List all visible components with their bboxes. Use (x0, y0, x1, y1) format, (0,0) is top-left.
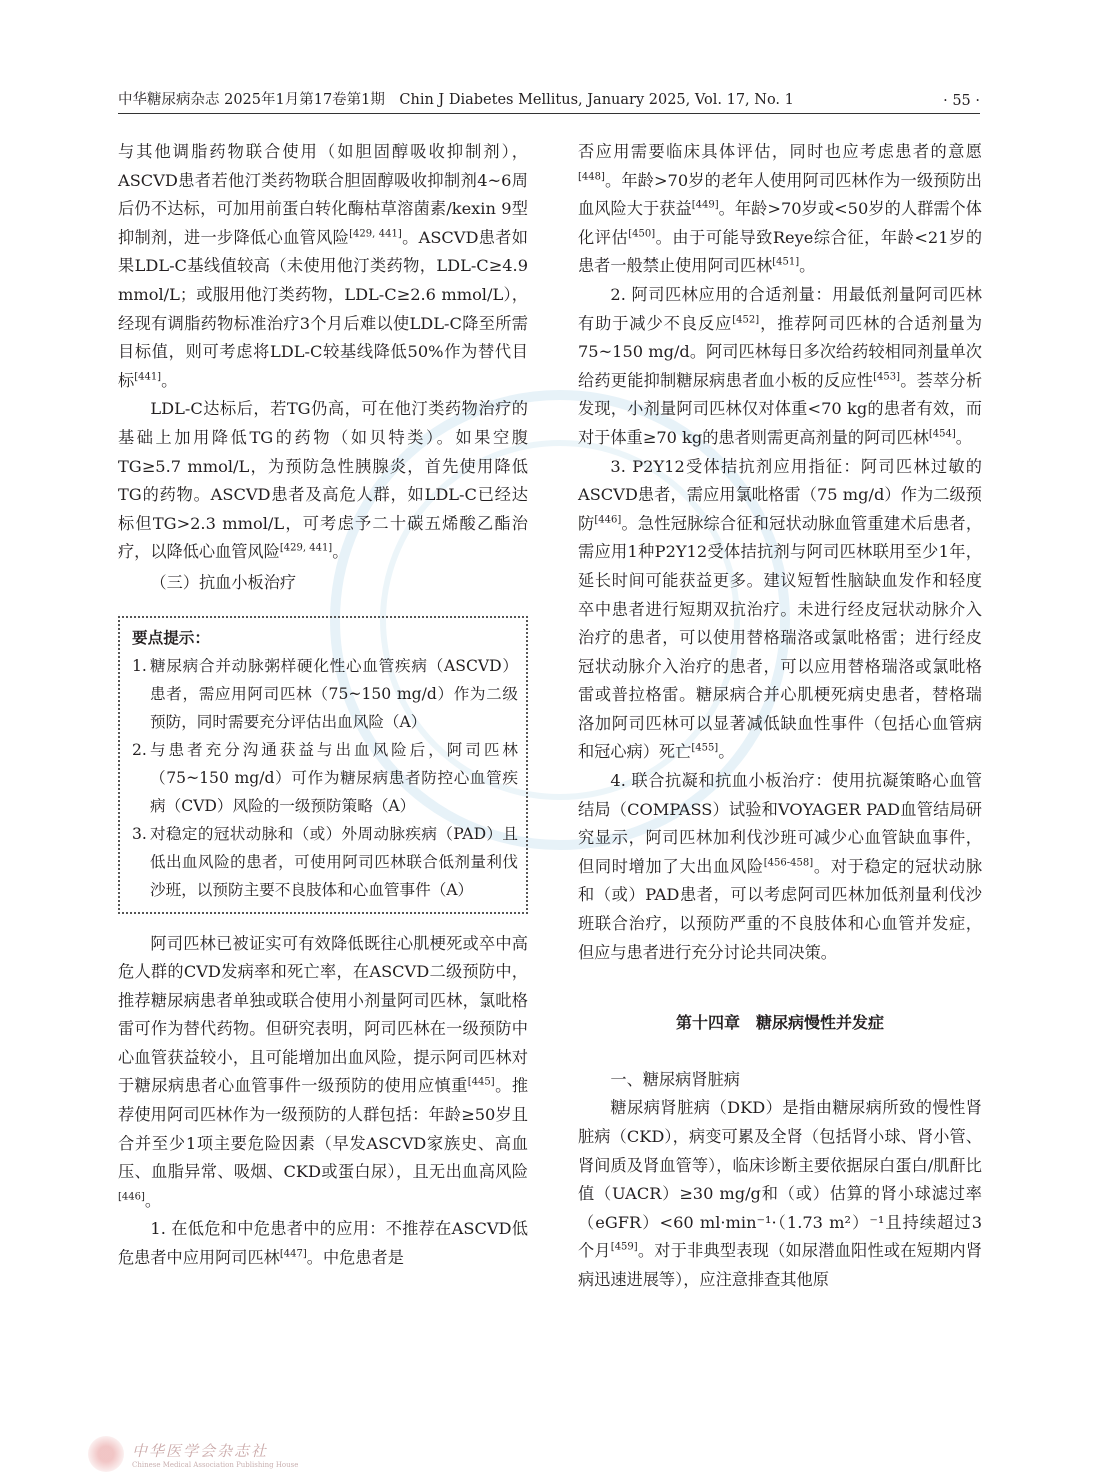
paragraph: 否应用需要临床具体评估，同时也应考虑患者的意愿[448]。年龄>70岁的老年人使用阿司匹林作为一级预防出血风险大于获益[449]。年龄>70岁或<50岁的人群需个体化评估[450]。由于可能导致Reye综合征，年龄<21岁的患者一般禁止使用阿司匹林[451]。 (578, 142, 983, 276)
paragraph: LDL-C达标后，若TG仍高，可在他汀类药物治疗的基础上加用降低TG的药物（如贝特类）。如果空腹TG≥5.7 mmol/L，为预防急性胰腺炎，首先使用降低TG的药物。ASCVD患者及高危人群，如LDL-C已经达标但TG>2.3 mmol/L，可考虑予二十碳五烯酸乙酯治疗，以降低心血管风险[429, 441]。 (118, 399, 528, 562)
publisher-subtitle: Chinese Medical Association Publishing House (132, 1460, 299, 1469)
paragraph: 2. 阿司匹林应用的合适剂量：用最低剂量阿司匹林有助于减少不良反应[452]，推荐阿司匹林的合适剂量为75~150 mg/d。阿司匹林每日多次给药较相同剂量单次给药更能抑制糖尿病患者血小板的反应性[453]。荟萃分析发现，小剂量阿司匹林仅对体重<70 kg的患者有效，而对于体重≥70 kg的患者则需更高剂量的阿司匹林[454]。 (578, 284, 983, 447)
citation[interactable]: [459] (610, 1241, 638, 1253)
citation[interactable]: [453] (873, 371, 901, 383)
citation[interactable]: [455] (691, 743, 719, 755)
section-heading: 一、糖尿病肾脏病 (610, 1069, 740, 1089)
key-points-box (118, 616, 528, 914)
key-points-title: 要点提示： (132, 627, 210, 647)
citation[interactable]: [450] (628, 228, 656, 240)
citation[interactable]: [446] (118, 1191, 145, 1203)
paragraph: 糖尿病肾脏病（DKD）是指由糖尿病所致的慢性肾脏病（CKD），病变可累及全肾（包括肾小球、肾小管、肾间质及肾血管等），临床诊断主要依据尿白蛋白/肌酐比值（UACR）≥30 mg/g和（或）估算的肾小球滤过率（eGFR）<60 ml·min⁻¹·（1.73 m²）⁻¹且持续超过3个月[459]。对于非典型表现（如尿潜血阳性或在短期内肾病迅速进展等），应注意排查其他原 (578, 1098, 983, 1289)
paragraph: 3. P2Y12受体拮抗剂应用指征：阿司匹林过敏的ASCVD患者，需应用氯吡格雷（75 mg/d）作为二级预防[446]。急性冠脉综合征和冠状动脉血管重建术后患者，需应用1种P2Y12受体拮抗剂与阿司匹林联用至少1年，延长时间可能获益更多。建议短暂性脑缺血发作和轻度卒中患者进行短期双抗治疗。未进行经皮冠状动脉介入治疗的患者，可以使用替格瑞洛或氯吡格雷；进行经皮冠状动脉介入治疗的患者，可以应用替格瑞洛或氯吡格雷或普拉格雷。糖尿病合并心肌梗死病史患者，替格瑞洛加阿司匹林可以显著减低缺血性事件（包括心血管病和冠心病）死亡[455]。 (578, 456, 983, 762)
citation[interactable]: [454] (928, 428, 956, 440)
chapter-title: 第十四章 糖尿病慢性并发症 (675, 1013, 884, 1033)
publisher-logo (88, 1436, 298, 1472)
left-column (118, 138, 528, 1273)
citation[interactable]: [429, 441] (279, 542, 333, 554)
citation[interactable]: [451] (772, 256, 800, 268)
publisher-name: 中华医学会杂志社 (132, 1441, 269, 1460)
citation[interactable]: [449] (691, 199, 719, 211)
key-point-item: 1. 糖尿病合并动脉粥样硬化性心血管疾病（ASCVD）患者，需应用阿司匹林（75~150 mg/d）作为二级预防，同时需要充分评估出血风险（A） (132, 656, 518, 731)
header-page-number: · 55 · (943, 93, 980, 109)
citation[interactable]: [446] (594, 514, 622, 526)
flower-icon (88, 1436, 124, 1472)
citation[interactable]: [447] (279, 1248, 307, 1260)
citation[interactable]: [456-458] (763, 857, 814, 869)
citation[interactable]: [441] (134, 371, 162, 383)
citation[interactable]: [429, 441] (349, 228, 402, 240)
header-journal: 中华糖尿病杂志 2025年1月第17卷第1期 Chin J Diabetes Mellitus, January 2025, Vol. 17, No. 1 (118, 92, 794, 108)
citation[interactable]: [448] (578, 171, 605, 183)
paragraph: 阿司匹林已被证实可有效降低既往心肌梗死或卒中高危人群的CVD发病率和死亡率，在ASCVD二级预防中，推荐糖尿病患者单独或联合使用小剂量阿司匹林，氯吡格雷可作为替代药物。但研究表明，阿司匹林在一级预防中心血管获益较小，且可能增加出血风险，提示阿司匹林对于糖尿病患者心血管事件一级预防的使用应慎重[445]。推荐使用阿司匹林作为一级预防的人群包括：年龄≥50岁且合并至少1项主要危险因素（早发ASCVD家族史、高血压、血脂异常、吸烟、CKD或蛋白尿），且无出血高风险[446]。 (118, 933, 529, 1210)
right-column (578, 138, 982, 1295)
paragraph: 4. 联合抗凝和抗血小板治疗：使用抗凝策略心血管结局（COMPASS）试验和VOYAGER PAD血管结局研究显示，阿司匹林加利伐沙班可减少心血管缺血事件，但同时增加了大出血风险[456-458]。对于稳定的冠状动脉和（或）PAD患者，可以考虑阿司匹林加低剂量利伐沙班联合治疗，以预防严重的不良肢体和心血管并发症，但应与患者进行充分讨论共同决策。 (578, 771, 983, 962)
key-point-item: 2. 与患者充分沟通获益与出血风险后，阿司匹林（75~150 mg/d）可作为糖尿病患者防控心血管疾病（CVD）风险的一级预防策略（A） (132, 740, 518, 815)
key-point-item: 3. 对稳定的冠状动脉和（或）外周动脉疾病（PAD）且低出血风险的患者，可使用阿司匹林联合低剂量利伐沙班，以预防主要不良肢体和心血管事件（A） (132, 824, 518, 899)
section-heading: （三）抗血小板治疗 (150, 572, 297, 592)
paragraph: 1. 在低危和中危患者中的应用：不推荐在ASCVD低危患者中应用阿司匹林[447]。中危患者是 (118, 1219, 528, 1268)
running-header (118, 86, 980, 114)
citation[interactable]: [452] (732, 314, 760, 326)
paragraph: 与其他调脂药物联合使用（如胆固醇吸收抑制剂），ASCVD患者若他汀类药物联合胆固醇吸收抑制剂4~6周后仍不达标，可加用前蛋白转化酶枯草溶菌素/kexin 9型抑制剂，进一步降低心血管风险[429, 441]。ASCVD患者如果LDL-C基线值较高（未使用他汀类药物，LDL-C≥4.9 mmol/L；或服用他汀类药物，LDL-C≥2.6 mmol/L），经现有调脂药物标准治疗3个月后难以使LDL-C降至所需目标值，则可考虑将LDL-C较基线降低50%作为替代目标[441]。 (118, 142, 528, 390)
citation[interactable]: [445] (467, 1077, 495, 1089)
